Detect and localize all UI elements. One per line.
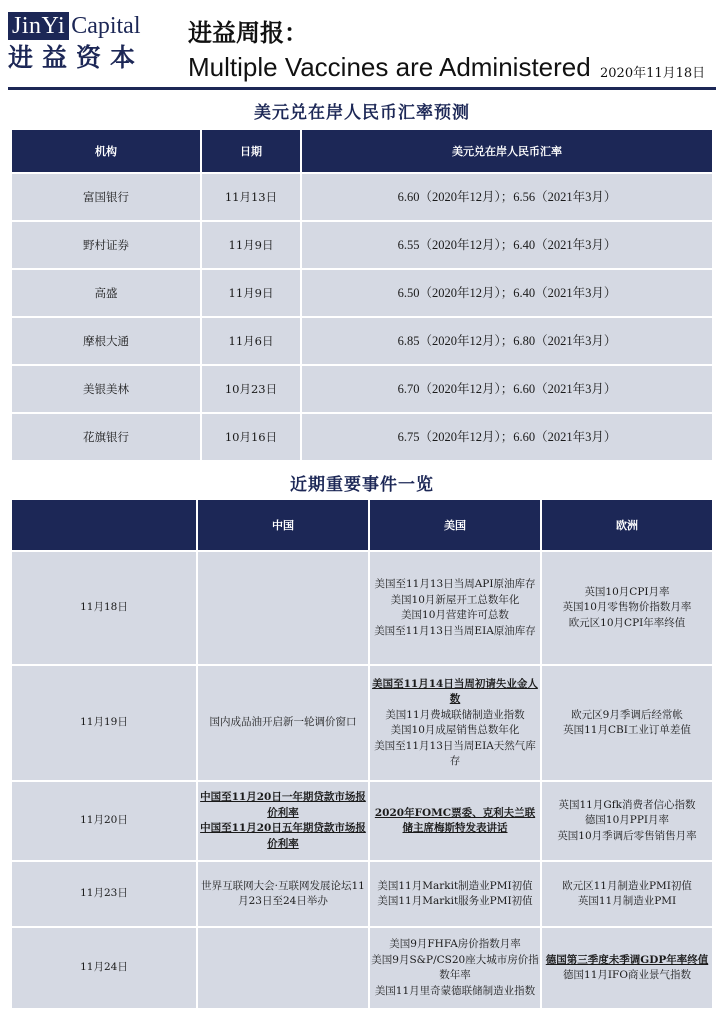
event-item: 美国10月营建许可总数 — [401, 609, 509, 621]
column-header-forecast: 美元兑在岸人民币汇率 — [302, 130, 712, 172]
event-date-cell: 11月20日 — [12, 782, 196, 860]
institution-cell: 摩根大通 — [12, 318, 200, 364]
logo-wordmark: Capital — [71, 13, 141, 39]
europe-events-cell — [542, 552, 712, 664]
table-row — [12, 928, 712, 1008]
institution-cell: 高盛 — [12, 270, 200, 316]
china-events-cell — [198, 862, 368, 926]
event-item: 英国10月CPI月率 — [584, 585, 670, 598]
event-item: 中国至11月20日一年期贷款市场报价利率 — [200, 791, 366, 819]
logo-chinese-name: 进益资本 — [8, 43, 145, 72]
header-divider — [8, 87, 716, 90]
event-item: 美国9月FHFA房价指数月率 — [389, 938, 521, 950]
europe-events-cell — [542, 782, 712, 860]
event-item: 美国11月Markit制造业PMI初值 — [377, 879, 533, 892]
event-item: 美国11月里奇蒙德联储制造业指数 — [374, 984, 536, 997]
table-row — [12, 552, 712, 664]
europe-events-cell — [542, 666, 712, 780]
table-header-row — [12, 130, 712, 172]
column-header-date: 日期 — [202, 130, 300, 172]
table-row — [12, 366, 712, 412]
column-header-institution: 机构 — [12, 130, 200, 172]
event-item: 欧元区9月季调后经常帐 — [571, 708, 683, 721]
event-item: 美国10月新屋开工总数年化 — [390, 593, 520, 606]
report-title-en: Multiple Vaccines are Administered — [188, 52, 591, 82]
company-logo — [8, 12, 152, 73]
date-cell: 10月16日 — [202, 414, 300, 460]
table-row — [12, 666, 712, 780]
event-item: 德国11月IFO商业景气指数 — [563, 969, 691, 981]
institution-cell: 花旗银行 — [12, 414, 200, 460]
europe-events-cell — [542, 862, 712, 926]
forecast-cell: 6.50（2020年12月）；6.40（2021年3月） — [302, 270, 712, 316]
table-header-row — [12, 500, 712, 550]
date-cell: 11月6日 — [202, 318, 300, 364]
event-date-cell: 11月19日 — [12, 666, 196, 780]
fx-section-title: 美元兑在岸人民币汇率预测 — [254, 103, 470, 123]
event-item: 国内成品油开启新一轮调价窗口 — [209, 716, 357, 729]
table-row — [12, 270, 712, 316]
us-events-cell — [370, 928, 540, 1008]
event-item: 欧元区11月制造业PMI初值 — [562, 879, 692, 892]
event-item: 美国至11月13日当周API原油库存 — [374, 578, 536, 590]
us-events-cell — [370, 782, 540, 860]
event-item: 德国10月PPI月率 — [584, 814, 670, 827]
china-events-cell — [198, 928, 368, 1008]
event-date-cell: 11月23日 — [12, 862, 196, 926]
table-row — [12, 782, 712, 860]
event-date-cell: 11月18日 — [12, 552, 196, 664]
institution-cell: 美银美林 — [12, 366, 200, 412]
date-cell: 10月23日 — [202, 366, 300, 412]
date-cell: 11月13日 — [202, 174, 300, 220]
logo-mark: JinYi — [8, 12, 69, 40]
table-row — [12, 318, 712, 364]
event-item: 美国至11月14日当周初请失业金人数 — [372, 677, 538, 705]
us-events-cell — [370, 552, 540, 664]
column-header-us: 美国 — [370, 500, 540, 550]
column-header-date — [12, 500, 196, 550]
column-header-china: 中国 — [198, 500, 368, 550]
event-item: 美国10月成屋销售总数年化 — [390, 724, 520, 736]
event-item: 美国11月费城联储制造业指数 — [385, 708, 525, 721]
report-title-cn: 进益周报： — [188, 18, 308, 47]
forecast-cell: 6.85（2020年12月）；6.80（2021年3月） — [302, 318, 712, 364]
forecast-cell: 6.75（2020年12月）；6.60（2021年3月） — [302, 414, 712, 460]
column-header-europe: 欧洲 — [542, 500, 712, 550]
events-table — [10, 498, 714, 1010]
europe-events-cell — [542, 928, 712, 1008]
event-item: 欧元区10月CPI年率终值 — [568, 616, 686, 629]
event-date-cell: 11月24日 — [12, 928, 196, 1008]
event-item: 中国至11月20日五年期贷款市场报价利率 — [200, 822, 366, 850]
event-item: 德国第三季度未季调GDP年率终值 — [545, 953, 709, 966]
event-item: 英国10月季调后零售销售月率 — [557, 829, 697, 842]
us-events-cell — [370, 862, 540, 926]
forecast-cell: 6.60（2020年12月）；6.56（2021年3月） — [302, 174, 712, 220]
forecast-cell: 6.70（2020年12月）；6.60（2021年3月） — [302, 366, 712, 412]
china-events-cell — [198, 552, 368, 664]
event-item: 美国11月Markit服务业PMI初值 — [377, 895, 533, 907]
table-row — [12, 862, 712, 926]
event-item: 世界互联网大会·互联网发展论坛11月23日至24日举办 — [201, 879, 365, 907]
us-events-cell — [370, 666, 540, 780]
event-item: 英国11月制造业PMI — [577, 895, 677, 907]
report-date: 2020年11月18日 — [600, 66, 706, 81]
events-section-title: 近期重要事件一览 — [290, 475, 434, 495]
event-item: 英国10月零售物价指数月率 — [562, 601, 692, 614]
event-item: 英国11月Gfk消费者信心指数 — [558, 798, 696, 811]
date-cell: 11月9日 — [202, 270, 300, 316]
event-item: 英国11月CBI工业订单差值 — [563, 724, 691, 736]
event-item: 美国至11月13日当周EIA天然气库存 — [374, 739, 536, 767]
table-row — [12, 414, 712, 460]
table-row — [12, 222, 712, 268]
fx-forecast-table — [10, 128, 714, 462]
forecast-cell: 6.55（2020年12月）；6.40（2021年3月） — [302, 222, 712, 268]
institution-cell: 野村证券 — [12, 222, 200, 268]
china-events-cell — [198, 666, 368, 780]
event-item: 美国9月S&P/CS20座大城市房价指数年率 — [371, 953, 539, 981]
date-cell: 11月9日 — [202, 222, 300, 268]
china-events-cell — [198, 782, 368, 860]
institution-cell: 富国银行 — [12, 174, 200, 220]
event-item: 美国至11月13日当周EIA原油库存 — [374, 624, 536, 637]
table-row — [12, 174, 712, 220]
event-item: 2020年FOMC票委、克利夫兰联储主席梅斯特发表讲话 — [374, 806, 536, 834]
